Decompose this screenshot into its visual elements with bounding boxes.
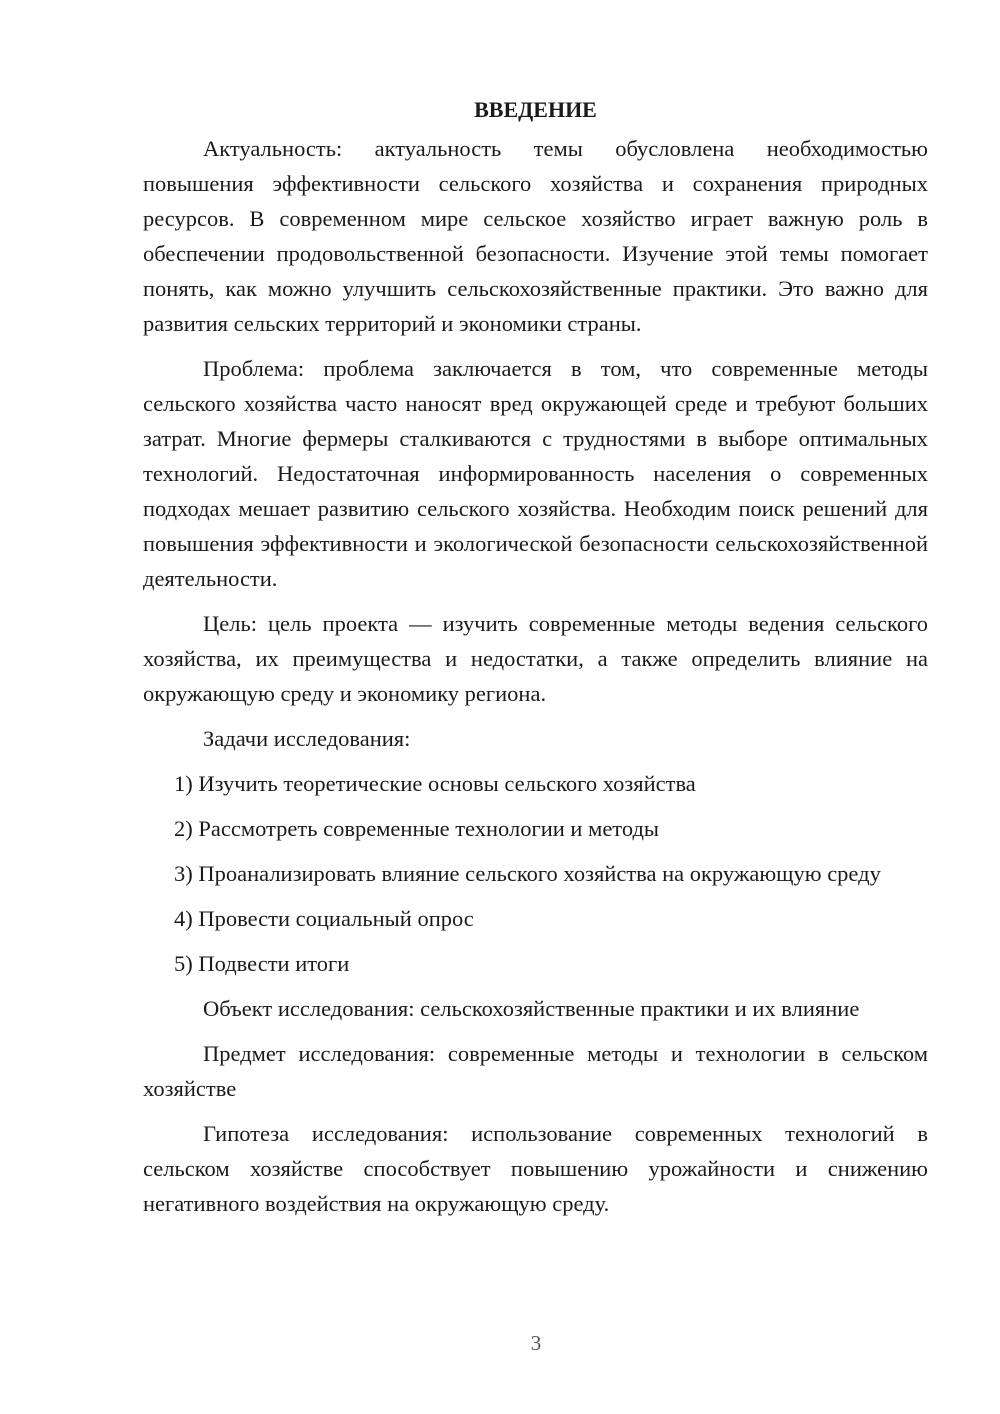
subject-paragraph: Предмет исследования: современные методы и технологии в сельском хозяйстве [143, 1041, 928, 1101]
tasks-heading: Задачи исследования: [203, 726, 411, 751]
relevance-paragraph: Актуальность: актуальность темы обусловлена необходимостью повышения эффективности сельского хозяйства и сохранения природных ресурсов. В современном мире сельское хозяйство играет важную роль в обеспечении продовольственной безопасности. Изучение этой темы помогает понять, как можно улучшить сельскохозяйственные практики. Это важно для развития сельских территорий и экономики страны. [143, 136, 928, 336]
object-paragraph: Объект исследования: сельскохозяйственные практики и их влияние [203, 996, 860, 1021]
task-item-1: 1) Изучить теоретические основы сельского хозяйства [174, 771, 696, 796]
page-title: ВВЕДЕНИЕ [474, 97, 597, 122]
document-page [143, 92, 928, 1231]
task-item-3: 3) Проанализировать влияние сельского хозяйства на окружающую среду [174, 861, 881, 886]
task-item-2: 2) Рассмотреть современные технологии и методы [174, 816, 660, 841]
task-item-4: 4) Провести социальный опрос [174, 906, 474, 931]
goal-paragraph: Цель: цель проекта — изучить современные методы ведения сельского хозяйства, их преимущества и недостатки, а также определить влияние на окружающую среду и экономику региона. [143, 611, 928, 706]
hypothesis-paragraph: Гипотеза исследования: использование современных технологий в сельском хозяйстве способствует повышению урожайности и снижению негативного воздействия на окружающую среду. [143, 1121, 928, 1216]
page-number: 3 [530, 1331, 542, 1355]
problem-paragraph: Проблема: проблема заключается в том, что современные методы сельского хозяйства часто наносят вред окружающей среде и требуют больших затрат. Многие фермеры сталкиваются с трудностями в выборе оптимальных технологий. Недостаточная информированность населения о современных подходах мешает развитию сельского хозяйства. Необходим поиск решений для повышения эффективности и экологической безопасности сельскохозяйственной деятельности. [143, 356, 928, 591]
task-item-5: 5) Подвести итоги [174, 951, 350, 976]
